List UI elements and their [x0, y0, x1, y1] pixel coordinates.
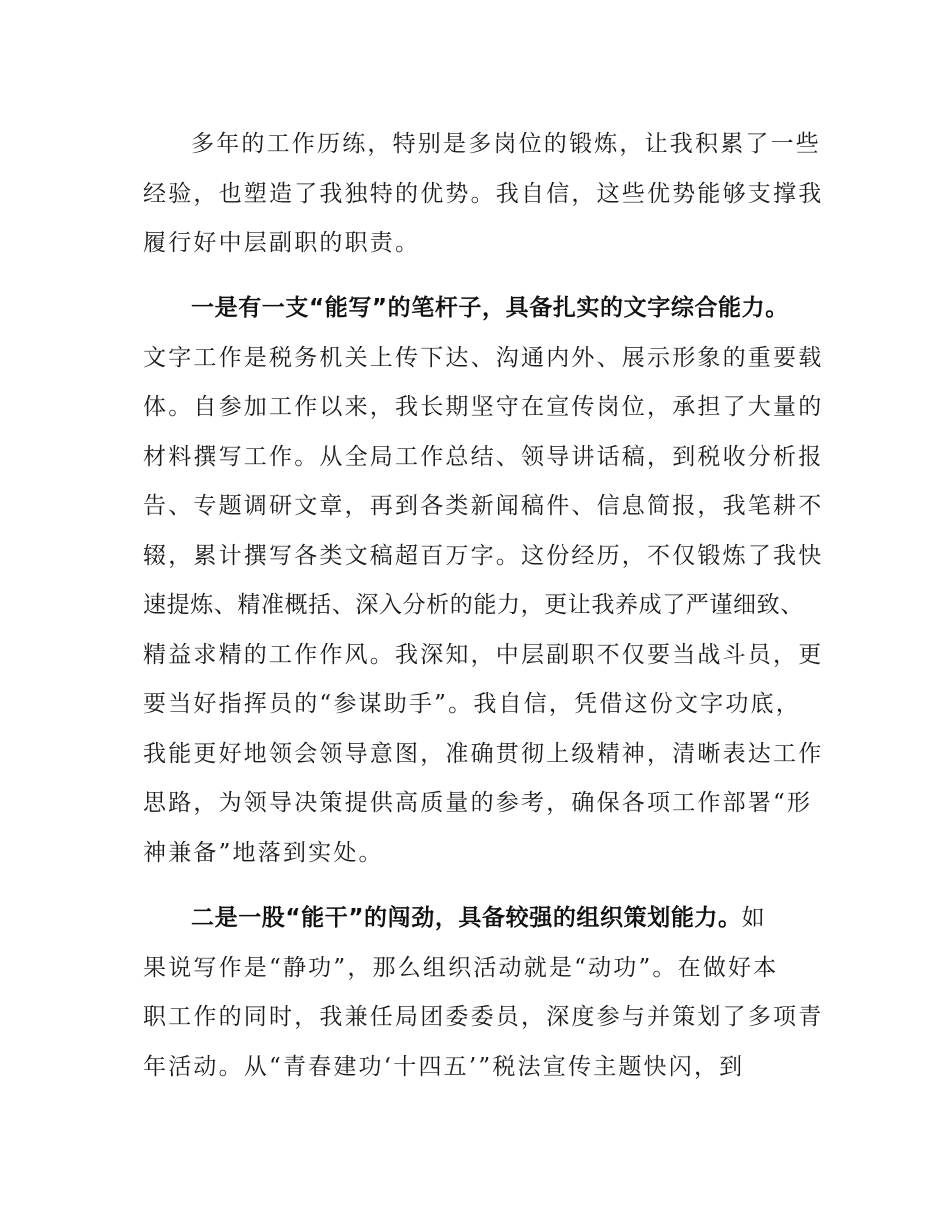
- section-1-line-4: 告、专题调研文章，再到各类新闻稿件、信息简报，我笔耕不: [143, 493, 824, 519]
- section-1-line-11: 神兼备”地落到实处。: [143, 840, 384, 866]
- paragraph-intro-line-2: 经验，也塑造了我独特的优势。我自信，这些优势能够支撑我: [143, 181, 824, 207]
- section-1-line-3: 材料撰写工作。从全局工作总结、领导讲话稿，到税收分析报: [143, 444, 824, 470]
- paragraph-intro-line-3: 履行好中层副职的职责。: [143, 230, 421, 256]
- section-2-line-2: 职工作的同时，我兼任局团委委员，深度参与并策划了多项青: [143, 1004, 824, 1030]
- section-2-first-line: [191, 898, 823, 938]
- section-1-line-1: 文字工作是税务机关上传下达、沟通内外、展示形象的重要载: [143, 345, 824, 371]
- section-1-line-8: 要当好指挥员的“参谋助手”。我自信，凭借这份文字功底，: [143, 691, 801, 717]
- section-1-heading: 一是有一支“能写”的笔杆子，具备扎实的文字综合能力。: [191, 295, 789, 321]
- section-1-line-10: 思路，为领导决策提供高质量的参考，确保各项工作部署“形: [143, 790, 813, 816]
- section-1-line-5: 辍，累计撰写各类文稿超百万字。这份经历，不仅锻炼了我快: [143, 543, 824, 569]
- section-1-line-2: 体。自参加工作以来，我长期坚守在宣传岗位，承担了大量的: [143, 394, 824, 420]
- section-2-line-3: 年活动。从“青春建功‘十四五’”税法宣传主题快闪，到: [143, 1054, 745, 1080]
- section-1-line-6: 速提炼、精准概括、深入分析的能力，更让我养成了严谨细致、: [143, 592, 804, 618]
- section-1-line-9: 我能更好地领会领导意图，准确贯彻上级精神，清晰表达工作: [143, 741, 824, 767]
- section-2-heading-tail: 如: [741, 905, 766, 931]
- section-1-line-7: 精益求精的工作作风。我深知，中层副职不仅要当战斗员，更: [143, 642, 824, 668]
- paragraph-intro-line-1: 多年的工作历练，特别是多岗位的锻炼，让我积累了一些: [191, 131, 821, 157]
- section-2-heading: 二是一股“能干”的闯劲，具备较强的组织策划能力。: [191, 905, 742, 931]
- section-2-line-1: 果说写作是“静功”，那么组织活动就是“动功”。在做好本: [143, 955, 779, 981]
